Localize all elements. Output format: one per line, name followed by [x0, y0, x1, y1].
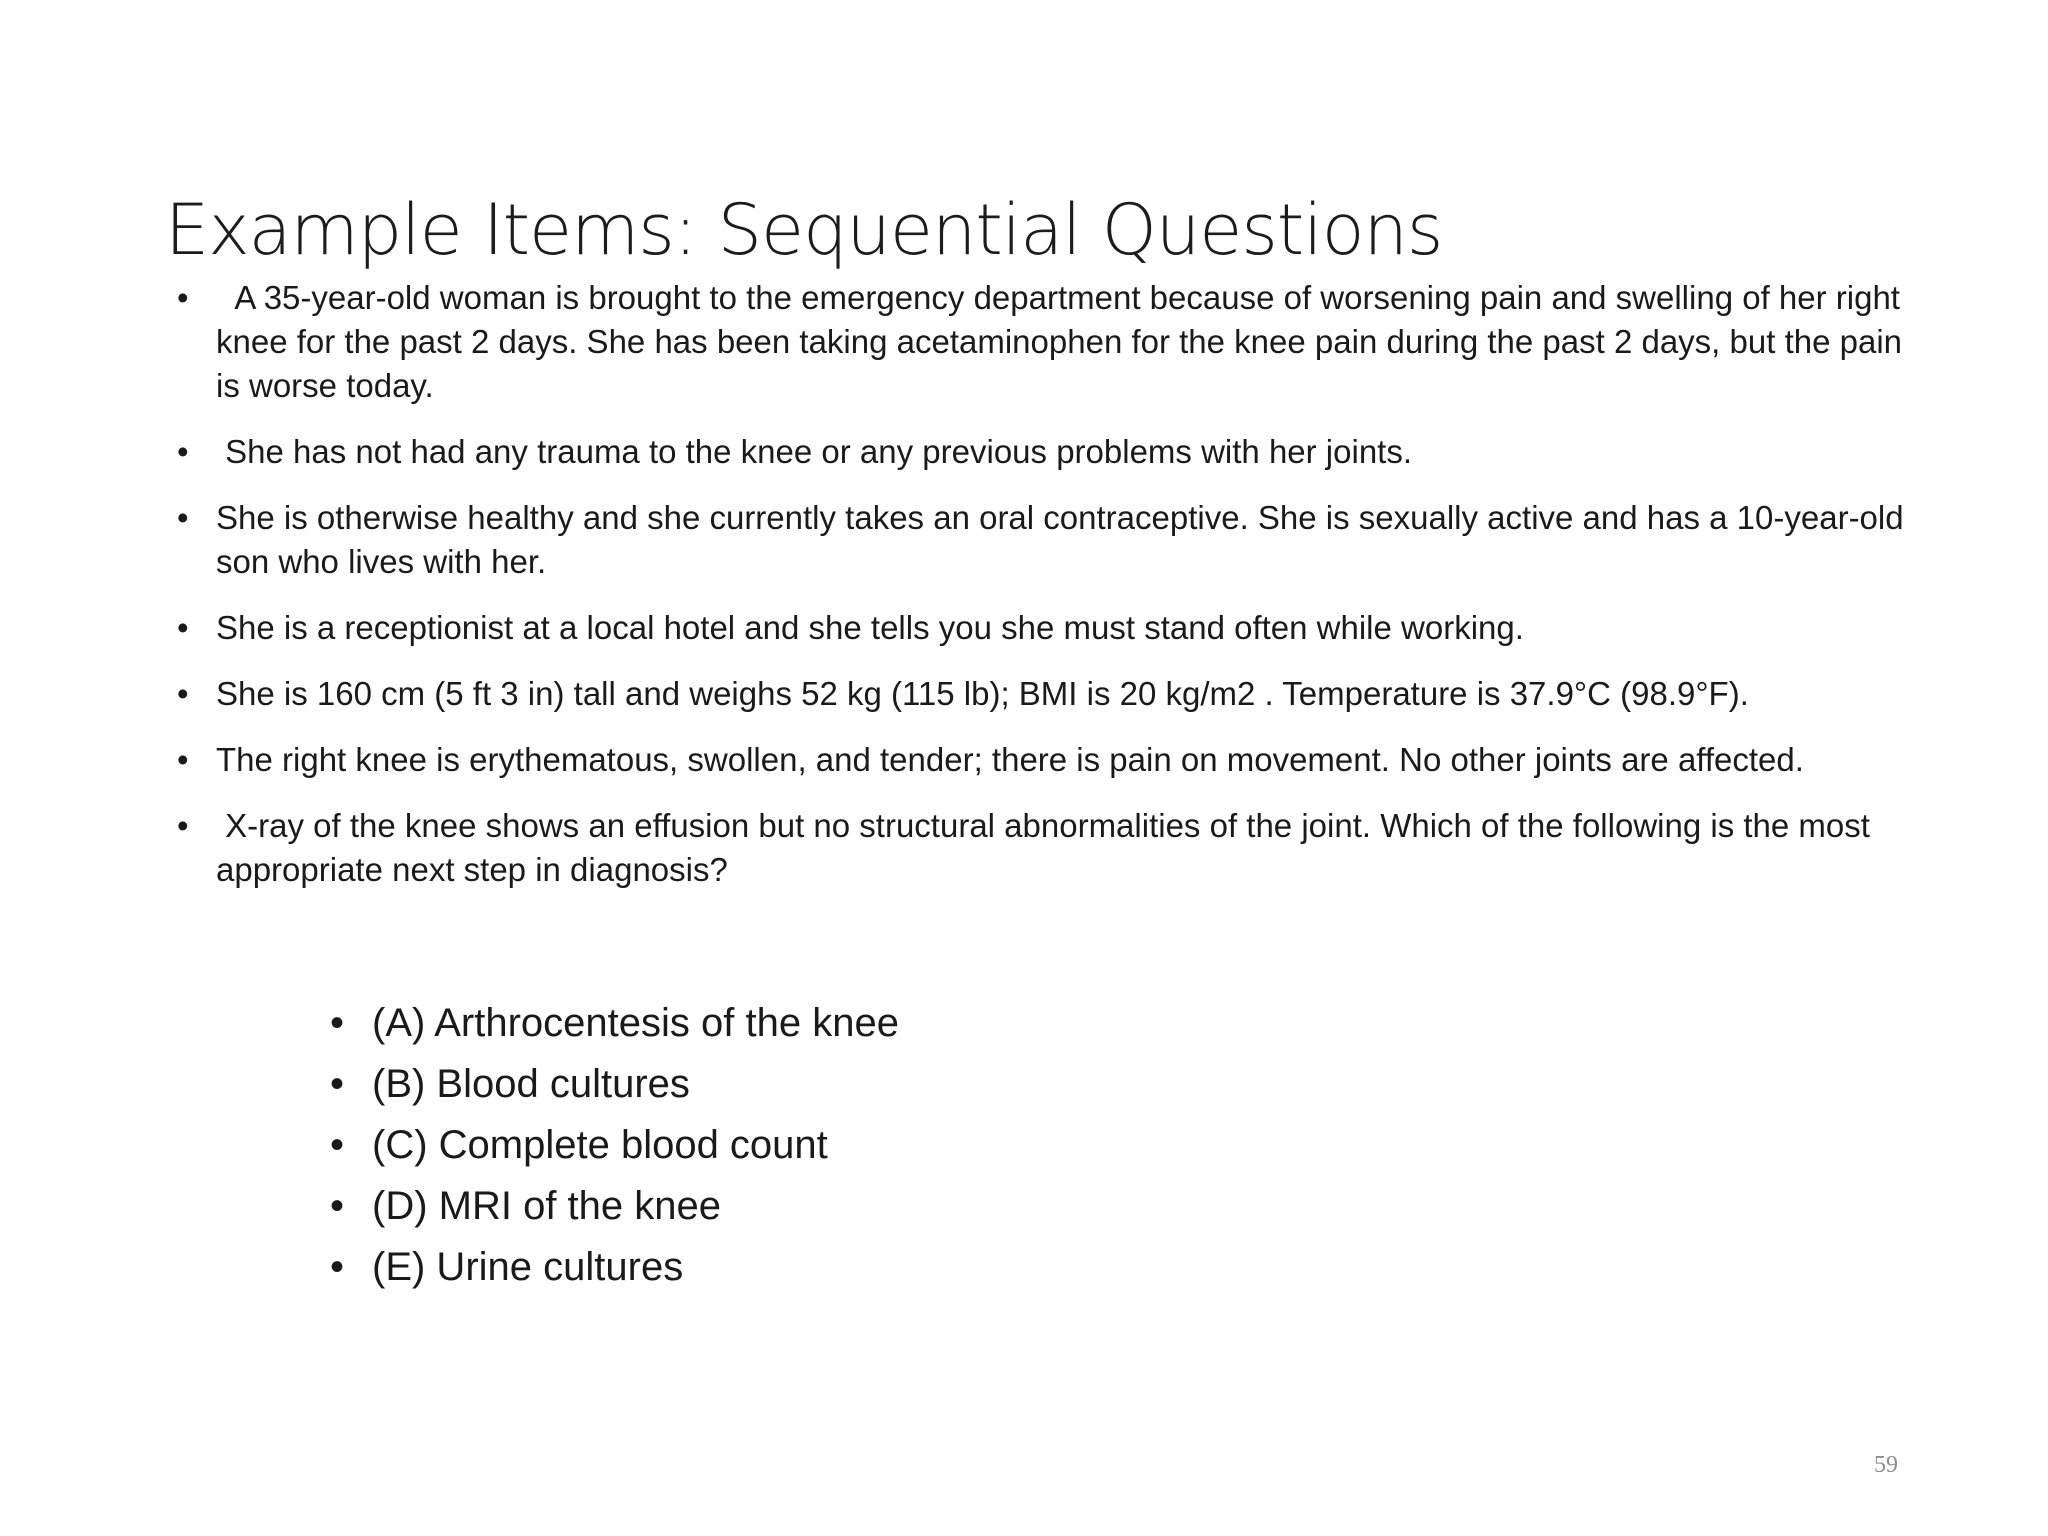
- slide-title: Example Items: Sequential Questions: [165, 189, 1443, 271]
- stem-bullet-medications: • She is otherwise healthy and she currently takes an oral contraceptive. She is sexually active and has a 10-year-old son who lives with her.: [165, 496, 1905, 584]
- answer-options-list: [330, 993, 899, 1298]
- answer-option-d: • (D) MRI of the knee: [330, 1176, 899, 1237]
- stem-bullet-vitals: • She is 160 cm (5 ft 3 in) tall and weighs 52 kg (115 lb); BMI is 20 kg/m2 . Temperature is 37.9°C (98.9°F).: [165, 672, 1905, 716]
- answer-option-b: • (B) Blood cultures: [330, 1054, 899, 1115]
- stem-bullet-exam: • The right knee is erythematous, swollen, and tender; there is pain on movement. No other joints are affected.: [165, 738, 1905, 782]
- answer-option-e: • (E) Urine cultures: [330, 1237, 899, 1298]
- answer-option-c: • (C) Complete blood count: [330, 1115, 899, 1176]
- stem-bullet-presentation: • A 35-year-old woman is brought to the emergency department because of worsening pain and swelling of her right knee for the past 2 days. She has been taking acetaminophen for the knee pain during the past 2 days, but the pain is worse today.: [165, 276, 1905, 408]
- stem-bullet-history: • She has not had any trauma to the knee or any previous problems with her joints.: [165, 430, 1905, 474]
- answer-option-a: • (A) Arthrocentesis of the knee: [330, 993, 899, 1054]
- stem-bullet-occupation: • She is a receptionist at a local hotel and she tells you she must stand often while working.: [165, 606, 1905, 650]
- page-number: 59: [1874, 1452, 1898, 1478]
- question-stem-list: [165, 276, 1912, 914]
- stem-bullet-question: • X-ray of the knee shows an effusion but no structural abnormalities of the joint. Which of the following is the most appropriate next step in diagnosis?: [165, 804, 1905, 892]
